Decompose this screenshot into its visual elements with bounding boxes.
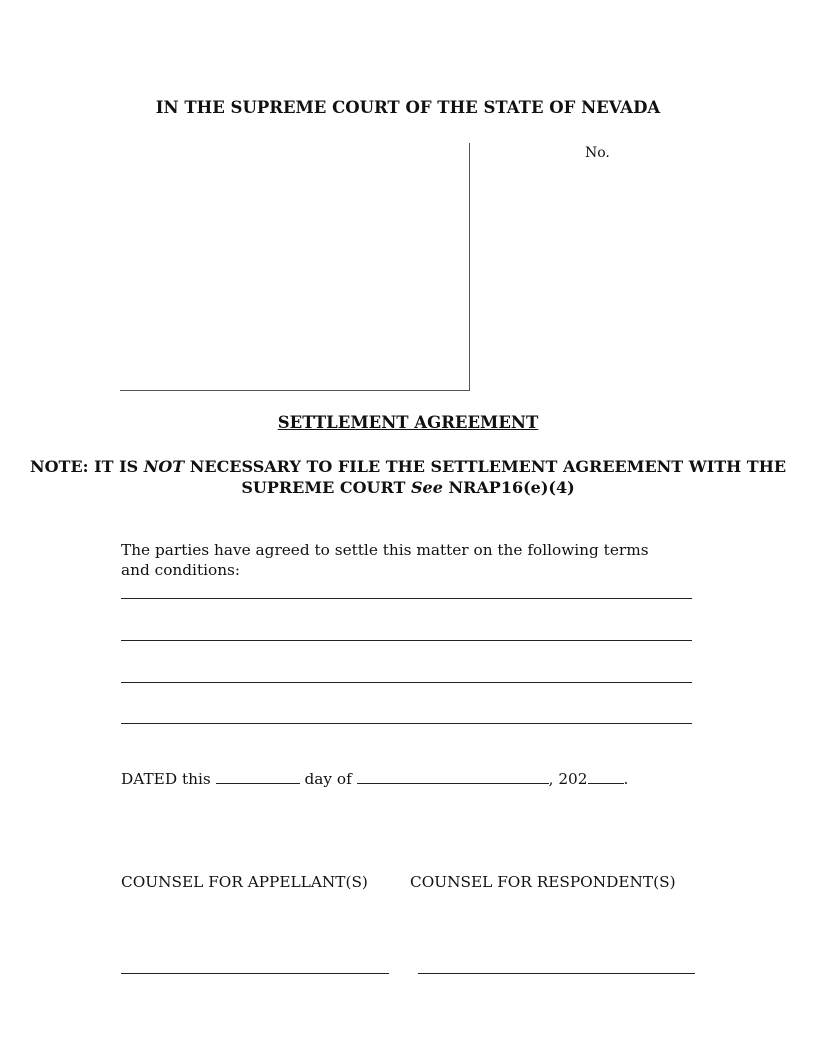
dated-line xyxy=(121,769,628,788)
note-citation: NRAP16(e)(4) xyxy=(442,478,575,497)
note-prefix: NOTE: IT IS xyxy=(29,457,144,476)
dated-year-prefix: , 202 xyxy=(548,770,588,788)
dated-prefix: DATED this xyxy=(121,770,216,788)
terms-line-3[interactable] xyxy=(121,682,692,683)
dated-day-of: day of xyxy=(299,770,357,788)
note-emphasis: NOT xyxy=(143,457,185,476)
note-middle: NECESSARY TO FILE THE SETTLEMENT AGREEMENT WITH THE SUPREME COURT xyxy=(184,457,787,497)
court-title: IN THE SUPREME COURT OF THE STATE OF NEVADA xyxy=(155,98,661,117)
counsel-appellant-label: COUNSEL FOR APPELLANT(S) xyxy=(121,873,368,891)
intro-text: The parties have agreed to settle this matter on the following terms and conditions: xyxy=(121,541,649,579)
note-see: See xyxy=(410,478,443,497)
appellant-signature-line[interactable] xyxy=(121,973,389,974)
respondent-signature-line[interactable] xyxy=(418,973,695,974)
document-heading: SETTLEMENT AGREEMENT xyxy=(277,413,539,432)
terms-line-1[interactable] xyxy=(121,598,692,599)
day-blank[interactable] xyxy=(216,769,300,784)
dated-end: . xyxy=(623,770,629,788)
terms-line-4[interactable] xyxy=(121,723,692,724)
year-blank[interactable] xyxy=(588,769,624,784)
filing-note xyxy=(0,456,816,498)
terms-line-2[interactable] xyxy=(121,640,692,641)
counsel-respondent-label: COUNSEL FOR RESPONDENT(S) xyxy=(410,873,676,891)
month-blank[interactable] xyxy=(357,769,549,784)
caption-vertical-divider xyxy=(469,143,470,391)
case-number-label: No. xyxy=(585,145,610,161)
caption-horizontal-divider xyxy=(120,390,470,391)
